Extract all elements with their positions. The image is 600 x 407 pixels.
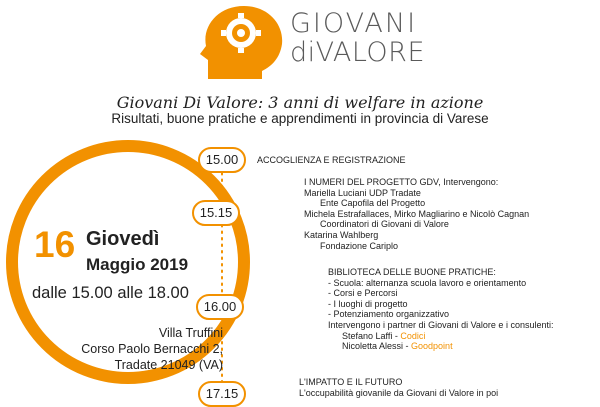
schedule-item	[257, 155, 406, 166]
schedule-title: BIBLIOTECA DELLE BUONE PRATICHE:	[328, 267, 496, 277]
schedule-title: ACCOGLIENZA E REGISTRAZIONE	[257, 155, 406, 165]
speaker-role: Coordinatori di Giovani di Valore	[320, 219, 449, 230]
time-badge: 15.15	[192, 200, 240, 226]
time-badge: 15.00	[198, 147, 246, 173]
speaker-name: Stefano Laffi	[342, 330, 393, 341]
speaker-name: Mariella Luciani UDP Tradate	[304, 187, 421, 198]
speaker-name: Nicoletta Alessi	[342, 341, 404, 352]
schedule-item	[299, 377, 498, 398]
schedule-bullet: - Potenziamento organizzativo	[328, 309, 450, 320]
event-day-number: 16	[34, 224, 76, 265]
event-venue	[0, 325, 223, 373]
schedule-item	[328, 267, 553, 352]
speaker-line	[328, 331, 553, 342]
speaker-role: Ente Capofila del Progetto	[320, 198, 426, 209]
speaker-separator: -	[392, 330, 401, 341]
schedule-item	[304, 177, 529, 251]
page-title: Giovani Di Valore: 3 anni di welfare in azione	[116, 93, 484, 112]
schedule-line: L'occupabilità giovanile da Giovani di Valore in poi	[299, 387, 499, 398]
head-gear-icon	[200, 6, 282, 79]
time-badge: 16.00	[196, 294, 244, 320]
speaker-org: Goodpoint	[411, 341, 453, 352]
event-month-year: Maggio 2019	[86, 255, 189, 274]
speaker-role: Fondazione Cariplo	[320, 240, 399, 251]
venue-name: Villa Truffini	[158, 326, 223, 340]
schedule-title-main: I NUMERI DEL PROGETTO GDV,	[304, 177, 441, 187]
speaker-name: Katarina Wahlberg	[304, 229, 379, 240]
logo-wordmark	[290, 10, 425, 66]
logo-line-2: diVALORE	[290, 37, 426, 68]
schedule-bullet: - Corsi e Percorsi	[328, 288, 398, 299]
venue-address: Corso Paolo Bernacchi 2,	[81, 342, 223, 356]
schedule-bullet: - I luoghi di progetto	[328, 298, 408, 309]
speaker-separator: -	[403, 341, 412, 352]
speaker-name: Michela Estrafallaces, Mirko Magliarino e Nicolò Cagnan	[304, 208, 530, 219]
time-badge: 17.15	[198, 381, 246, 407]
speaker-org: Codici	[400, 330, 426, 341]
schedule-title: L'IMPATTO E IL FUTURO	[299, 377, 403, 387]
event-hours: dalle 15.00 alle 18.00	[32, 284, 189, 302]
event-weekday: Giovedì	[86, 228, 160, 250]
page-subtitle: Risultati, buone pratiche e apprendimenti in provincia di Varese	[111, 111, 489, 126]
schedule-intro: Intervengono i partner di Giovani di Valore e i consulenti:	[328, 319, 554, 330]
logo-line-1: GIOVANI	[290, 8, 418, 39]
speaker-line	[328, 341, 553, 352]
venue-city: Tradate 21049 (VA)	[114, 358, 223, 372]
schedule-title	[304, 177, 529, 188]
schedule-title-suffix: Intervengono:	[440, 177, 499, 187]
schedule-bullet: - Scuola: alternanza scuola lavoro e orientamento	[328, 277, 527, 288]
